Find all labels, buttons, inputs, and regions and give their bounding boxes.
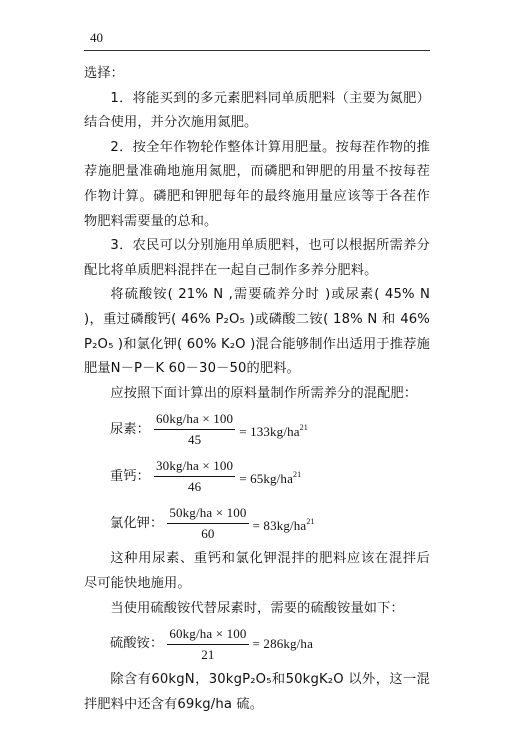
paragraph-8: 除含有60kgN，30kgP₂O₅和50kgK₂O 以外，这一混拌肥料中还含有69kg/ha 硫。 <box>84 672 430 712</box>
formula-ammonium-sulfate <box>84 621 430 668</box>
formula-kcl <box>84 500 430 547</box>
fraction <box>167 625 248 664</box>
formula-result: = $133kg/ha^{21}$ <box>239 422 308 439</box>
page-number: 40 <box>90 30 103 45</box>
paragraph-2: 2．按全年作物轮作整体计算用肥量。按每茬作物的推荐施肥量准确地施用氮肥，而磷肥和钾肥的用量不按每茬作物计算。磷肥和钾肥每年的最终施用量应该等于各茬作物肥料需要量的总和。 <box>84 139 430 229</box>
numerator: 50kg/ha × 100 <box>167 504 248 524</box>
formula-result: = 286kg/ha <box>252 636 313 652</box>
superscript: 21 <box>306 516 315 526</box>
page-body <box>84 62 430 717</box>
numerator: 30kg/ha × 100 <box>154 457 235 477</box>
formula-label: 重钙： <box>110 468 151 484</box>
formula-result: = $65kg/ha^{21}$ <box>239 469 302 486</box>
denominator: 45 <box>187 432 202 448</box>
paragraph-1: 1．将能买到的多元素肥料同单质肥料（主要为氮肥）结合使用，并分次施用氮肥。 <box>84 90 430 131</box>
denominator: 60 <box>201 526 215 542</box>
fraction <box>167 504 248 543</box>
formula-label: 氯化钾： <box>110 515 164 531</box>
paragraph-5: 应按照下面计算出的原料量制作所需养分的混配肥： <box>110 385 418 401</box>
numerator: 60kg/ha × 100 <box>167 625 248 645</box>
formula-urea <box>84 406 430 453</box>
formula-label: 硫酸铵： <box>110 636 164 652</box>
denominator: 46 <box>187 479 202 495</box>
superscript: 21 <box>293 469 302 479</box>
section-heading: 选择： <box>84 66 125 81</box>
formula-result: = $83kg/ha^{21}$ <box>252 516 315 533</box>
header-rule <box>84 50 430 51</box>
formula-label: 尿素： <box>110 421 151 437</box>
paragraph-6: 这种用尿素、重钙和氯化钾混拌的肥料应该在混拌后尽可能快地施用。 <box>84 551 430 591</box>
paragraph-3: 3．农民可以分别施用单质肥料，也可以根据所需养分配比将单质肥料混拌在一起自己制作多养分肥料。 <box>84 238 430 278</box>
paragraph-7: 当使用硫酸铵代替尿素时，需要的硫酸铵量如下： <box>110 600 404 616</box>
superscript: 21 <box>299 422 308 432</box>
denominator: 21 <box>201 647 215 663</box>
fraction <box>154 410 235 449</box>
numerator: 60kg/ha × 100 <box>154 410 235 430</box>
fraction <box>154 457 235 496</box>
paragraph-4: 将硫酸铵( 21% N ,需要硫养分时 )或尿素( 45% N )，重过磷酸钙( 46% P₂O₅ )或磷酸二铵( 18% N 和 46% P₂O₅ )和氯化钾( 60% K₂O )混合能够制作出适用于推荐施肥量N－P－K 60－30－50的肥料。 <box>84 287 430 377</box>
formula-tsp <box>84 453 430 500</box>
